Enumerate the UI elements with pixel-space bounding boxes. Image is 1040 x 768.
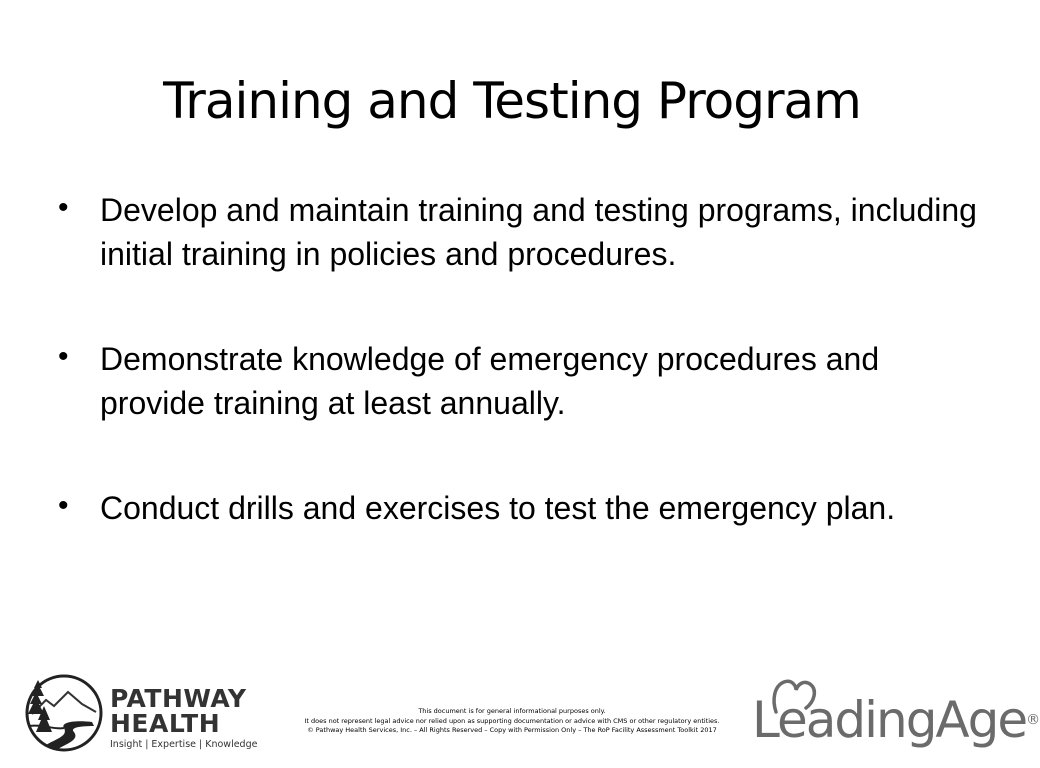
pathway-health-logo [24,672,258,752]
disclaimer-line: © Pathway Health Services, Inc. – All Rights Reserved – Copy with Permission Only – The RoP Facility Assessment Toolkit 2017 [307,726,717,734]
disclaimer-line: This document is for general informational purposes only. [418,707,606,715]
bullet-marker: • [58,191,69,224]
leadingage-text: LeadingAge [752,691,1027,749]
pathway-health-wordmark [110,684,258,750]
bullet-text: Develop and maintain training and testing programs, including initial training in policies and procedures. [100,192,977,272]
bullet-list [58,188,978,530]
bullet-text: Conduct drills and exercises to test the emergency plan. [100,490,896,526]
leadingage-logo [752,678,1040,758]
registered-mark: ® [1026,712,1040,728]
logo-line-health: HEALTH [110,709,221,738]
bullet-text: Demonstrate knowledge of emergency procedures and provide training at least annually. [100,341,880,421]
logo-line-pathway: PATHWAY [110,684,247,713]
bullet-item [58,337,978,425]
bullet-item [58,188,978,276]
logo-tagline: Insight | Expertise | Knowledge [110,739,258,750]
footer-disclaimer [300,707,724,736]
bullet-marker: • [58,489,69,522]
bullet-marker: • [58,340,69,373]
leadingage-wordmark [752,692,1040,748]
pathway-health-emblem-icon [24,674,104,752]
disclaimer-line: It does not represent legal advice nor relied upon as supporting documentation or advice with CMS or other regulatory entities. [304,716,720,725]
slide-title: Training and Testing Program [163,72,861,130]
bullet-item [58,486,978,530]
